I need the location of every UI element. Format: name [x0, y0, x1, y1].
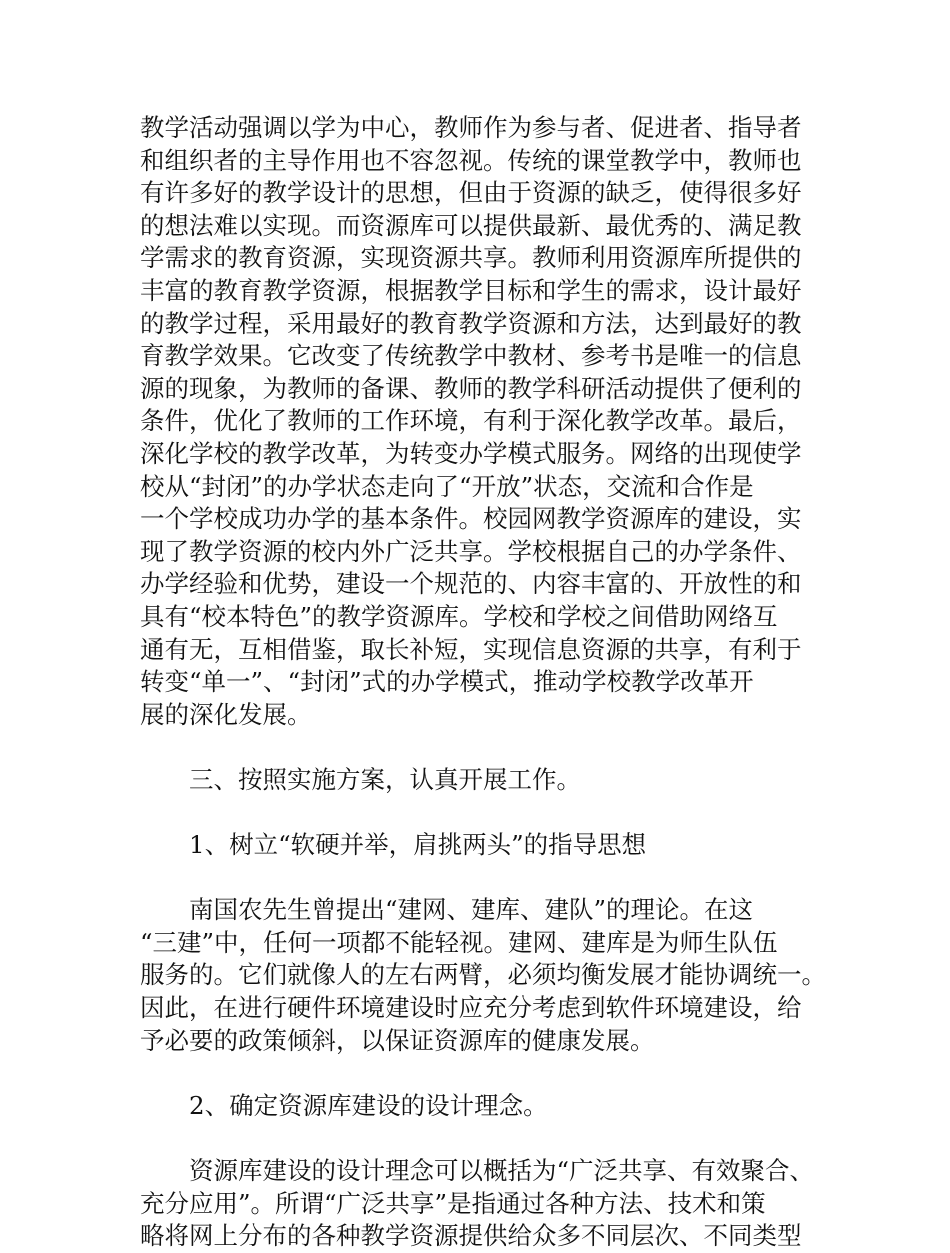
text-line: 资源库建设的设计理念可以概括为“广泛共享、有效聚合、: [189, 1156, 815, 1185]
text-line: 略将网上分布的各种教学资源提供给众多不同层次、不同类型: [140, 1221, 802, 1251]
text-line: 一个学校成功办学的基本条件。校园网教学资源库的建设，实: [140, 504, 802, 534]
text-line: 的想法难以实现。而资源库可以提供最新、最优秀的、满足教: [140, 210, 802, 240]
text-line: 丰富的教育教学资源，根据教学目标和学生的需求，设计最好: [140, 275, 802, 305]
text-line: 校从“封闭”的办学状态走向了“开放”状态，交流和合作是: [140, 471, 754, 501]
paragraph-spacer: [140, 1122, 840, 1155]
text-line: 通有无，互相借鉴，取长补短，实现信息资源的共享，有利于: [140, 634, 802, 664]
text-line: 条件，优化了教师的工作环境，有利于深化教学改革。最后，: [140, 406, 802, 436]
text-line: 展的深化发展。: [140, 699, 312, 729]
heading-line: 1、树立“软硬并举，肩挑两头”的指导思想: [189, 830, 647, 860]
text-line: 因此，在进行硬件环境建设时应充分考虑到软件环境建设，给: [140, 993, 802, 1023]
text-line: 办学经验和优势，建设一个规范的、内容丰富的、开放性的和: [140, 569, 802, 599]
document-body: [140, 112, 840, 1253]
paragraph-spacer: [140, 862, 840, 895]
text-line: 育教学效果。它改变了传统教学中教材、参考书是唯一的信息: [140, 341, 802, 371]
text-line: 南国农先生曾提出“建网、建库、建队”的理论。在这: [189, 895, 754, 925]
text-line: 充分应用”。所谓“广泛共享”是指通过各种方法、技术和策: [140, 1188, 766, 1218]
text-line: 深化学校的教学改革，为转变办学模式服务。网络的出现使学: [140, 438, 802, 468]
text-line: 予必要的政策倾斜，以保证资源库的健康发展。: [140, 1025, 655, 1055]
text-line: 源的现象，为教师的备课、教师的教学科研活动提供了便利的: [140, 373, 802, 403]
paragraph-three-builds: [140, 894, 840, 1057]
paragraph-spacer: [140, 796, 840, 829]
paragraph-design-concept: [140, 1155, 840, 1253]
text-line: 具有“校本特色”的教学资源库。学校和学校之间借助网络互: [140, 601, 778, 631]
paragraph-spacer: [140, 731, 840, 764]
paragraph-spacer: [140, 1057, 840, 1090]
text-line: 的教学过程，采用最好的教育教学资源和方法，达到最好的教: [140, 308, 802, 338]
section-heading-3: [140, 764, 840, 797]
heading-line: 2、确定资源库建设的设计理念。: [189, 1090, 548, 1120]
text-line: 转变“单一”、“封闭”式的办学模式，推动学校教学改革开: [140, 667, 754, 697]
text-line: 服务的。它们就像人的左右两臂，必须均衡发展才能协调统一。: [140, 960, 826, 990]
text-line: 现了教学资源的校内外广泛共享。学校根据自己的办学条件、: [140, 536, 802, 566]
paragraph-intro: [140, 112, 840, 731]
subsection-heading-2: [140, 1090, 840, 1123]
subsection-heading-1: [140, 829, 840, 862]
text-line: “三建”中，任何一项都不能轻视。建网、建库是为师生队伍: [140, 927, 778, 957]
text-line: 教学活动强调以学为中心，教师作为参与者、促进者、指导者: [140, 113, 802, 142]
heading-line: 三、按照实施方案，认真开展工作。: [189, 764, 581, 794]
text-line: 学需求的教育资源，实现资源共享。教师利用资源库所提供的: [140, 243, 802, 273]
text-line: 和组织者的主导作用也不容忽视。传统的课堂教学中，教师也: [140, 145, 802, 175]
text-line: 有许多好的教学设计的思想，但由于资源的缺乏，使得很多好: [140, 178, 802, 208]
